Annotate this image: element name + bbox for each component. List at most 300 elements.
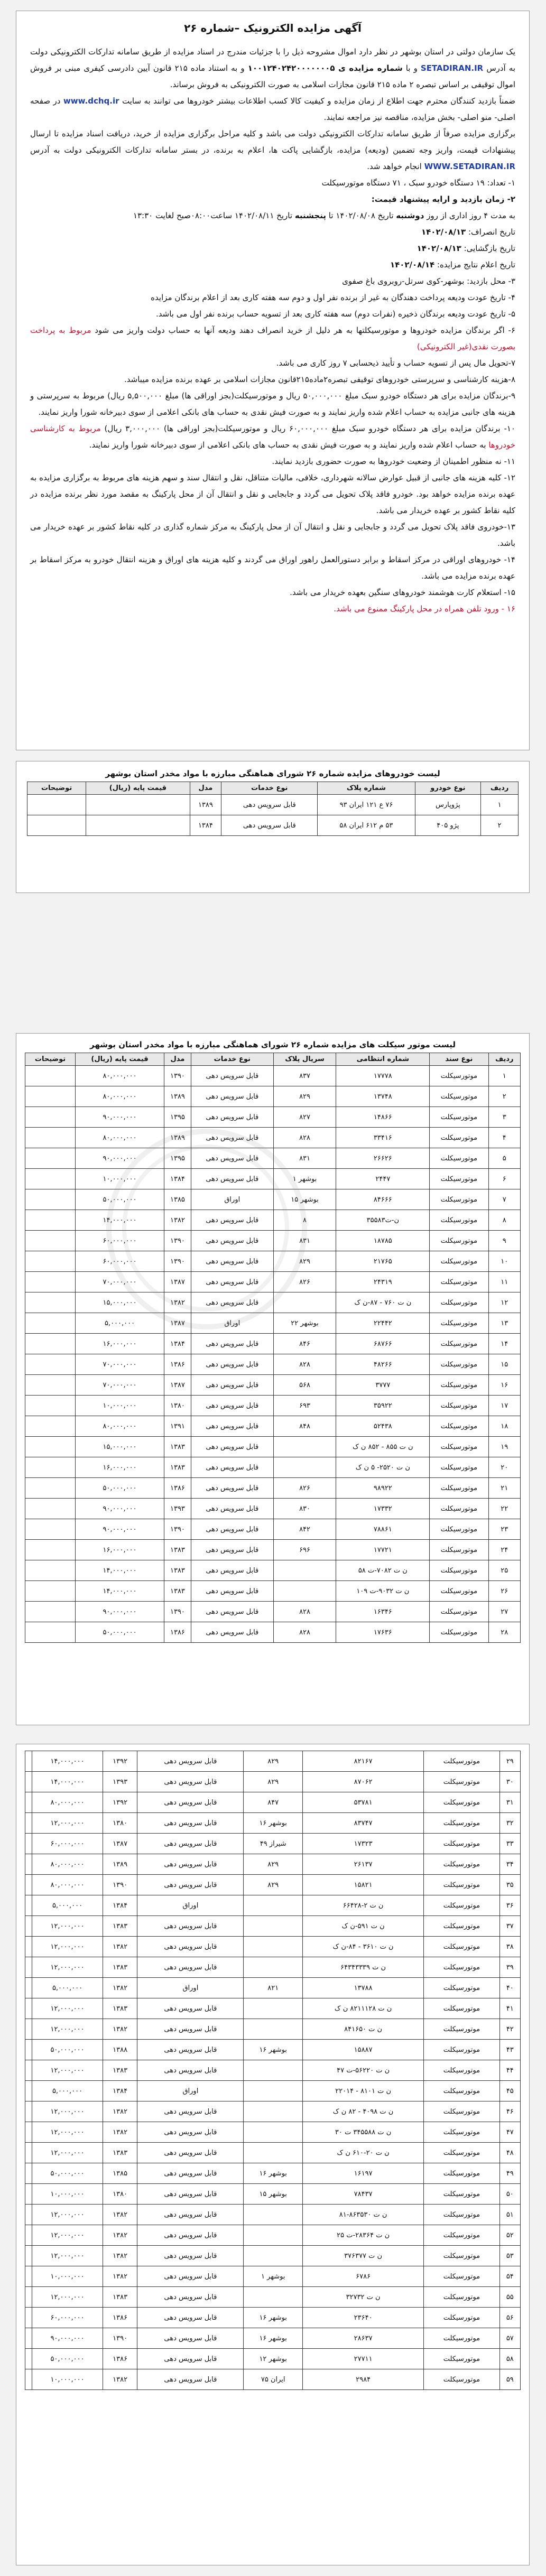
table-cell: ۱۳۹۱ (164, 1416, 191, 1437)
motos-table-title: لیست موتور سیکلت های مزایده شماره ۲۶ شورای هماهنگی مبارزه با مواد مخدر استان بوشهر (90, 1040, 456, 1049)
table-cell: ۲۴۳۱۹ (336, 1272, 430, 1292)
table-cell: ۲۹ (499, 1751, 520, 1772)
table-row (25, 1272, 521, 1292)
table-cell: قابل سرویس دهی (191, 1560, 273, 1581)
table-cell (244, 2060, 303, 2081)
table-cell: ۴ (488, 1128, 521, 1148)
table-row (25, 1998, 521, 2019)
table-cell: ۱۳۹۰ (164, 1602, 191, 1622)
table-cell (25, 2287, 32, 2308)
table-cell: ۵۲ (499, 2225, 520, 2246)
table-cell (25, 1937, 32, 1957)
table-row (25, 1622, 521, 1643)
table-cell: ۱۸ (488, 1416, 521, 1437)
table-row (25, 2019, 521, 2040)
table-row (25, 2040, 521, 2060)
table-cell: موتورسیکلت (430, 1416, 488, 1437)
table-cell: ۱۳۹۵ (164, 1107, 191, 1128)
cars-sheet (16, 761, 530, 893)
table-cell: ۱۳۸۴ (164, 1169, 191, 1189)
table-row (25, 1560, 521, 1581)
table-cell: ۷۰,۰۰۰,۰۰۰ (76, 1354, 164, 1375)
table-cell: ۱۳۸۷ (164, 1375, 191, 1396)
table-cell: ۱۳۸۲ (164, 1292, 191, 1313)
table-cell: ۸۲۹ (244, 1875, 303, 1895)
table-cell: ۸۳۱ (273, 1231, 336, 1251)
table-cell: ۷۸۸۶۱ (336, 1519, 430, 1540)
table-cell: ن ت ۳۷۶۳۷۷ (303, 2246, 424, 2266)
item-6-red-text: مربوط به پرداخت بصورت نقدی(غیر الکترونیکی) (30, 326, 515, 351)
table-cell (244, 1998, 303, 2019)
table-cell: موتورسیکلت (430, 1107, 488, 1128)
table-cell: ۱ (488, 1066, 521, 1086)
date-results-label: تاریخ اعلام نتایج مزایده: (437, 260, 515, 269)
table-cell: ۱۳۸۹ (103, 1854, 137, 1875)
table-row (25, 1834, 521, 1854)
table-cell: ۱۴,۰۰۰,۰۰۰ (32, 1772, 103, 1792)
date-opening (30, 240, 515, 257)
table-cell: ن ت ۴۰۹۸ - ۸۲ ن ک (303, 2101, 424, 2122)
table-cell: موتورسیکلت (430, 1189, 488, 1210)
table-cell: ۳۷ (499, 1916, 520, 1937)
table-cell: ۱۳۸۶ (164, 1354, 191, 1375)
table-cell: ۳۶ (499, 1895, 520, 1916)
table-cell: قابل سرویس دهی (137, 1875, 244, 1895)
table-cell: موتورسیکلت (424, 2019, 499, 2040)
table-row (25, 2205, 521, 2225)
table-cell: قابل سرویس دهی (191, 1581, 273, 1602)
table-cell: ۶۹۳ (273, 1396, 336, 1416)
table-cell: ۸۲۹ (244, 1854, 303, 1875)
table-cell: قابل سرویس دهی (137, 1998, 244, 2019)
table-cell: موتورسیکلت (430, 1086, 488, 1107)
table-cell: ۷۶ ع ۱۲۱ ایران ۹۳ (318, 795, 415, 815)
table-cell: موتورسیکلت (424, 1813, 499, 1834)
table-cell: قابل سرویس دهی (137, 1813, 244, 1834)
table-cell: ۸۰,۰۰۰,۰۰۰ (76, 1066, 164, 1086)
table-cell: قابل سرویس دهی (137, 2225, 244, 2246)
table-row (25, 1957, 521, 1978)
table-row (25, 1334, 521, 1354)
table-cell: قابل سرویس دهی (137, 2060, 244, 2081)
table-cell: موتورسیکلت (424, 1834, 499, 1854)
table-cell: ۵۸ (499, 2349, 520, 2369)
table-cell (25, 2060, 32, 2081)
table-cell: ن ت ۲۵۲۰- ۵ ن ک (336, 1457, 430, 1478)
table-cell: ۸۲۶ (273, 1478, 336, 1499)
table-cell: ۵۳۷۸۱ (303, 1792, 424, 1813)
table-cell: ن ت ۸۴۱۶۵۰ (303, 2019, 424, 2040)
table-cell: موتورسیکلت (424, 1937, 499, 1957)
table-cell: قابل سرویس دهی (191, 1499, 273, 1519)
table-cell: ن ت ۶۴۳۴۳۳۳۹ (303, 1957, 424, 1978)
table-cell (25, 1066, 76, 1086)
table-cell: ۳۵ (499, 1875, 520, 1895)
table-cell: ۱۴۸۶۶ (336, 1107, 430, 1128)
table-row (25, 2369, 521, 2390)
cars-header-row (27, 782, 519, 795)
table-cell: ۱۳۸۳ (164, 1437, 191, 1457)
table-cell: ۱۶۱۹۷ (303, 2163, 424, 2184)
table-cell: ۱۳۸۴ (103, 2081, 137, 2101)
table-cell (273, 1292, 336, 1313)
table-cell: قابل سرویس دهی (221, 795, 318, 815)
table-cell (25, 1581, 76, 1602)
table-cell: ۸۳۱ (273, 1148, 336, 1169)
item-13: ۱۳-خودروی فاقد پلاک تحویل می گردد و جابجایی و نقل و انتقال آن از محل پارکینگ به مرکز شماره گذاری در کلیه نقاط کشور بر عهده خریدار می باشد. (30, 522, 515, 548)
table-cell: ۱۳۹۲ (103, 1751, 137, 1772)
table-cell: ۱۳۸۵ (164, 1189, 191, 1210)
table-cell: ۱۲,۰۰۰,۰۰۰ (32, 2225, 103, 2246)
table-cell: موتورسیکلت (424, 1957, 499, 1978)
table-row (25, 1128, 521, 1148)
item-2-day1: دوشنبه (396, 211, 424, 220)
table-cell: ن ت ۷۰۸۲-ت ۵۸ (336, 1560, 430, 1581)
table-cell: بوشهر ۱ (273, 1169, 336, 1189)
table-cell (25, 1875, 32, 1895)
setad-site-link[interactable]: SETADIRAN.IR (420, 63, 484, 73)
table-cell (86, 795, 190, 815)
table-cell: موتورسیکلت (430, 1602, 488, 1622)
table-cell: قابل سرویس دهی (137, 2266, 244, 2287)
table-cell: ۵,۰۰۰,۰۰۰ (32, 2081, 103, 2101)
cars-header-cell: ردیف (481, 782, 519, 795)
table-cell: ۱۲,۰۰۰,۰۰۰ (32, 2205, 103, 2225)
table-cell: ۳۴ (499, 1854, 520, 1875)
table-cell: بوشهر ۲۲ (273, 1313, 336, 1334)
table-cell (25, 2143, 32, 2163)
intro-text-c: و به استناد ماده ۲۱۵ قانون آیین دادرسی کیفری مبنی بر فروش اموال توقیفی بر اساس تبصره ۲ ماده ۲۱۵ قانون مجازات اسلامی به صورت الکترونیکی به فروش برساند. (30, 63, 515, 89)
table-cell: ۵,۰۰۰,۰۰۰ (76, 1313, 164, 1334)
table-cell: ۴۷ (499, 2122, 520, 2143)
table-cell (25, 1560, 76, 1581)
table-cell: ۱۳۹۲ (103, 1792, 137, 1813)
table-cell: ۳۹ (499, 1957, 520, 1978)
table-cell: قابل سرویس دهی (191, 1086, 273, 1107)
table-cell (244, 2287, 303, 2308)
table-cell: ۸۲۸ (273, 1128, 336, 1148)
table-row (25, 2328, 521, 2349)
table-cell: ۱۳۸۳ (103, 1916, 137, 1937)
table-cell: ۱۵۸۲۱ (303, 1875, 424, 1895)
table-cell: ۱۰ (488, 1251, 521, 1272)
table-cell: ۲۱ (488, 1478, 521, 1499)
table-cell (25, 1540, 76, 1560)
table-cell: ۹۰,۰۰۰,۰۰۰ (32, 2328, 103, 2349)
table-cell: موتورسیکلت (430, 1231, 488, 1251)
table-cell: ۱۲,۰۰۰,۰۰۰ (32, 2122, 103, 2143)
table-cell: ۱۵,۰۰۰,۰۰۰ (76, 1437, 164, 1457)
table-cell: ۹۰,۰۰۰,۰۰۰ (76, 1499, 164, 1519)
table-cell: ۱۳۸۳ (103, 2060, 137, 2081)
table-row (25, 1978, 521, 1998)
table-cell: ۸۲۸ (273, 1354, 336, 1375)
table-cell: ۸۰,۰۰۰,۰۰۰ (32, 1792, 103, 1813)
table-cell: قابل سرویس دهی (191, 1148, 273, 1169)
table-cell: قابل سرویس دهی (191, 1602, 273, 1622)
table-cell (25, 2101, 32, 2122)
motos-header-cell: نوع خدمات (191, 1053, 273, 1066)
date-opening-label: تاریخ بازگشایی: (464, 244, 515, 253)
table-cell: قابل سرویس دهی (137, 1772, 244, 1792)
table-cell: ۱۳۹۰ (164, 1231, 191, 1251)
table-cell (25, 2122, 32, 2143)
table-cell: ۱۲,۰۰۰,۰۰۰ (32, 1916, 103, 1937)
table-row (25, 2184, 521, 2205)
table-cell: موتورسیکلت (424, 2225, 499, 2246)
cars-header-cell: مدل (190, 782, 221, 795)
table-cell: ۱۲,۰۰۰,۰۰۰ (32, 2060, 103, 2081)
table-row (25, 2225, 521, 2246)
date-withdraw (30, 224, 515, 240)
table-cell: بوشهر ۱۶ (244, 2328, 303, 2349)
table-cell: ۱ (481, 795, 519, 815)
motos-sheet-2 (16, 1744, 530, 2565)
table-cell: ۱۴,۰۰۰,۰۰۰ (76, 1560, 164, 1581)
cars-header-cell: قیمت پایه (ریال) (86, 782, 190, 795)
table-cell: موتورسیکلت (430, 1499, 488, 1519)
table-cell: ۸۰,۰۰۰,۰۰۰ (32, 1875, 103, 1895)
table-cell: ۵ (488, 1148, 521, 1169)
motos-header-cell: ردیف (488, 1053, 521, 1066)
table-cell: ۱۰,۰۰۰,۰۰۰ (76, 1169, 164, 1189)
table-cell: ۸۴۶۶۶ (336, 1189, 430, 1210)
table-cell: قابل سرویس دهی (191, 1478, 273, 1499)
table-cell: ۵۶ (499, 2308, 520, 2328)
table-cell: ۱۳۸۹ (164, 1086, 191, 1107)
visit-text-a: ضمناً بازدید کنندگان محترم جهت اطلاع از زمان مزایده و کیفیت کالا کسب اطلاعات بیشتر خودروها می توانند به سایت (122, 96, 515, 106)
table-cell (25, 1895, 32, 1916)
table-cell: قابل سرویس دهی (191, 1169, 273, 1189)
table-cell: ۲۰ (488, 1457, 521, 1478)
item-11: ۱۱- نه منظور اطمینان از وضعیت خودروها به صورت حضوری بازدید نمایند. (272, 457, 515, 466)
table-cell: ۱۲,۰۰۰,۰۰۰ (32, 2287, 103, 2308)
table-cell: ۲۴ (488, 1540, 521, 1560)
table-cell: ن ت ۸۲۱۱۱۲۸ ن ک (303, 1998, 424, 2019)
table-cell: موتورسیکلت (430, 1148, 488, 1169)
table-row (25, 1602, 521, 1622)
table-cell: موتورسیکلت (424, 1751, 499, 1772)
table-cell: ۷ (488, 1189, 521, 1210)
table-cell (25, 2081, 32, 2101)
table-cell: ن ت ۵۶۲۲۰-ت ۴۷ (303, 2060, 424, 2081)
table-cell: ۵۷ (499, 2328, 520, 2349)
table-cell: موتورسیکلت (430, 1354, 488, 1375)
table-cell: ۱۲,۰۰۰,۰۰۰ (32, 2019, 103, 2040)
table-cell (25, 2328, 32, 2349)
table-cell: ن ت ۹۰۳۲-ت ۱۰۹ (336, 1581, 430, 1602)
table-cell (25, 1354, 76, 1375)
table-cell: قابل سرویس دهی (191, 1066, 273, 1086)
table-cell: موتورسیکلت (424, 2143, 499, 2163)
table-cell (25, 2349, 32, 2369)
table-cell: قابل سرویس دهی (137, 2163, 244, 2184)
table-cell (25, 2184, 32, 2205)
process-text: برگزاری مزایده صرفاً از طریق سامانه تدارکات الکترونیکی دولت می باشد و کلیه مراحل برگزاری مزایده از خرید، دریافت اسناد مزایده تا ارسال پیشنهادات قیمت، واریز وجه تضمین (ودیعه) مزایده، بازگشایی پاکت ها، اعلام به برنده، در بستر سامانه تدارکات الکترونیکی دولت به آدرس (30, 129, 515, 155)
table-row (25, 1792, 521, 1813)
table-cell: ۱۳۸۲ (103, 2369, 137, 2390)
process-text-b: انجام خواهد شد. (367, 162, 422, 171)
table-cell: ۸۷۰۶۲ (303, 1772, 424, 1792)
cars-header-cell: نوع خدمات (221, 782, 318, 795)
table-cell: پژوپارس (415, 795, 481, 815)
table-cell: ۱۳۸۲ (164, 1210, 191, 1231)
table-cell (25, 1251, 76, 1272)
table-cell: ۸۰,۰۰۰,۰۰۰ (76, 1128, 164, 1148)
table-cell (25, 1189, 76, 1210)
table-cell: ۲۸ (488, 1622, 521, 1643)
table-cell: ۲۵ (488, 1560, 521, 1581)
table-row (25, 2246, 521, 2266)
table-cell: ۷۸۴۳۷ (303, 2184, 424, 2205)
item-9 (30, 388, 515, 421)
table-cell: ن ت ۳۶۱۰ - ۸۴-ن ک (303, 1937, 424, 1957)
table-cell: ۱۳۸۳ (164, 1457, 191, 1478)
table-cell: ۱۲,۰۰۰,۰۰۰ (32, 1998, 103, 2019)
table-cell: موتورسیکلت (424, 2328, 499, 2349)
table-cell: موتورسیکلت (430, 1478, 488, 1499)
table-cell (25, 2040, 32, 2060)
table-cell: قابل سرویس دهی (191, 1457, 273, 1478)
table-cell: ۱۳۷۴۸ (336, 1086, 430, 1107)
table-cell: بوشهر ۱ (244, 2266, 303, 2287)
table-cell: ۹۰,۰۰۰,۰۰۰ (76, 1519, 164, 1540)
table-cell: ۱۳۸۰ (103, 1813, 137, 1834)
table-cell: ۴۹ (499, 2163, 520, 2184)
table-cell (25, 2266, 32, 2287)
setad-site-link-2[interactable]: WWW.SETADIRAN.IR (424, 162, 515, 171)
table-row (25, 2287, 521, 2308)
dchq-site-link[interactable]: www.dchq.ir (63, 96, 119, 106)
table-cell: ۲۳۶۴۰ (303, 2308, 424, 2328)
table-cell: اوراق (137, 1895, 244, 1916)
table-cell: ۱۳۸۲ (103, 2122, 137, 2143)
table-cell (244, 2205, 303, 2225)
table-cell (25, 1313, 76, 1334)
table-cell: موتورسیکلت (430, 1540, 488, 1560)
table-cell: موتورسیکلت (430, 1169, 488, 1189)
table-cell: ۵۰,۰۰۰,۰۰۰ (32, 2163, 103, 2184)
table-cell: موتورسیکلت (430, 1560, 488, 1581)
table-cell: ۹۰,۰۰۰,۰۰۰ (76, 1602, 164, 1622)
item-15: ۱۵- استعلام کارت هوشمند خودروهای سنگین بعهده خریدار می باشد. (290, 588, 515, 597)
table-cell: قابل سرویس دهی (191, 1292, 273, 1313)
item-16: ۱۶ - ورود تلفن همراه در محل پارکینگ ممنوع می باشد. (334, 604, 515, 613)
table-cell: ۱۷۳۳۲ (336, 1499, 430, 1519)
table-cell: ۳۲ (499, 1813, 520, 1834)
table-cell: ۸۳۷۴۷ (303, 1813, 424, 1834)
table-cell: ۱۳۸۴ (164, 1334, 191, 1354)
table-cell: ۵۲۴۳۸ (336, 1416, 430, 1437)
intro-text-b: و با (405, 63, 418, 73)
table-cell (244, 2122, 303, 2143)
table-cell: ۳۳ (499, 1834, 520, 1854)
table-row (25, 1148, 521, 1169)
table-cell (25, 1957, 32, 1978)
table-cell: ۴۲ (499, 2019, 520, 2040)
table-cell: بوشهر ۱۶ (244, 1813, 303, 1834)
table-cell: قابل سرویس دهی (191, 1231, 273, 1251)
table-row (25, 1854, 521, 1875)
table-cell: ۸۲۹ (244, 1751, 303, 1772)
table-cell (25, 1334, 76, 1354)
table-cell: ۱۳۸۲ (103, 2205, 137, 2225)
table-cell (244, 2143, 303, 2163)
table-cell: ۱۰,۰۰۰,۰۰۰ (32, 2266, 103, 2287)
table-cell: موتورسیکلت (424, 1792, 499, 1813)
motos-table-2-body (25, 1751, 521, 2390)
table-cell: ۱۳۹۰ (164, 1519, 191, 1540)
table-cell (273, 1457, 336, 1478)
table-cell: ۱۲,۰۰۰,۰۰۰ (32, 2101, 103, 2122)
table-cell: قابل سرویس دهی (191, 1396, 273, 1416)
table-cell: ۲۶۶۲۶ (336, 1148, 430, 1169)
announcement-sheet (16, 11, 530, 750)
paragraph-intro (30, 44, 515, 93)
table-cell: ۵۳ م ۶۱۲ ایران ۵۸ (318, 815, 415, 836)
table-cell: ن ت ۲۰-۶۱۰ ن ک (303, 2143, 424, 2163)
table-cell: ۱۳۹۰ (164, 1066, 191, 1086)
table-cell: ۷۰,۰۰۰,۰۰۰ (76, 1375, 164, 1396)
table-cell: ۵۹ (499, 2369, 520, 2390)
table-cell: ۹۸۹۲۲ (336, 1478, 430, 1499)
cars-table-title: لیست خودروهای مزایده شماره ۲۶ شورای هماهنگی مبارزه با مواد مخدر استان بوشهر (105, 769, 440, 778)
table-cell: ۱۳۸۴ (190, 815, 221, 836)
table-cell: بوشهر ۱۲ (244, 2349, 303, 2369)
item-2-date2: تاریخ ۱۴۰۲/۰۸/۱۱ (234, 211, 293, 220)
table-row (25, 1396, 521, 1416)
table-cell (25, 1998, 32, 2019)
table-cell: ۱۴,۰۰۰,۰۰۰ (76, 1581, 164, 1602)
table-cell: قابل سرویس دهی (137, 2101, 244, 2122)
table-cell: ۱۷۶۳۶ (336, 1622, 430, 1643)
table-cell: ۵۰,۰۰۰,۰۰۰ (32, 2349, 103, 2369)
table-cell: ۱۳۸۳ (164, 1560, 191, 1581)
table-cell: قابل سرویس دهی (137, 1916, 244, 1937)
table-cell: اوراق (191, 1189, 273, 1210)
table-cell (25, 1272, 76, 1292)
table-cell: موتورسیکلت (424, 1854, 499, 1875)
table-cell: ۱۳۸۴ (103, 1895, 137, 1916)
table-cell: ۱۳۸۳ (103, 1998, 137, 2019)
table-cell (25, 2225, 32, 2246)
table-cell: موتورسیکلت (430, 1581, 488, 1602)
table-row (25, 2081, 521, 2101)
table-row (25, 1231, 521, 1251)
table-cell: ۱۳۸۳ (103, 1957, 137, 1978)
table-cell (25, 1148, 76, 1169)
table-row (25, 1478, 521, 1499)
table-row (25, 1457, 521, 1478)
table-row (25, 1375, 521, 1396)
table-cell (25, 1499, 76, 1519)
item-6 (30, 322, 515, 355)
table-cell: موتورسیکلت (424, 2308, 499, 2328)
table-cell: ۱۶,۰۰۰,۰۰۰ (76, 1334, 164, 1354)
table-cell: قابل سرویس دهی (191, 1354, 273, 1375)
table-cell: قابل سرویس دهی (137, 2122, 244, 2143)
cars-header-cell: توضیحات (27, 782, 86, 795)
table-cell: ۱۲,۰۰۰,۰۰۰ (32, 2143, 103, 2163)
table-cell: ۸۲۸ (273, 1602, 336, 1622)
table-cell: بوشهر ۱۶ (244, 2040, 303, 2060)
intro-text-a: یک سازمان دولتی در استان بوشهر در نظر دارد اموال مشروحه ذیل را با جزئیات مندرج در اسناد مزایده از طریق سامانه تدارکات الکترونیکی دولت به آدرس (30, 47, 515, 73)
table-cell: ۹ (488, 1231, 521, 1251)
table-cell (25, 1086, 76, 1107)
table-cell (25, 1854, 32, 1875)
table-row (25, 1499, 521, 1519)
table-cell: ۸۴۲ (273, 1519, 336, 1540)
